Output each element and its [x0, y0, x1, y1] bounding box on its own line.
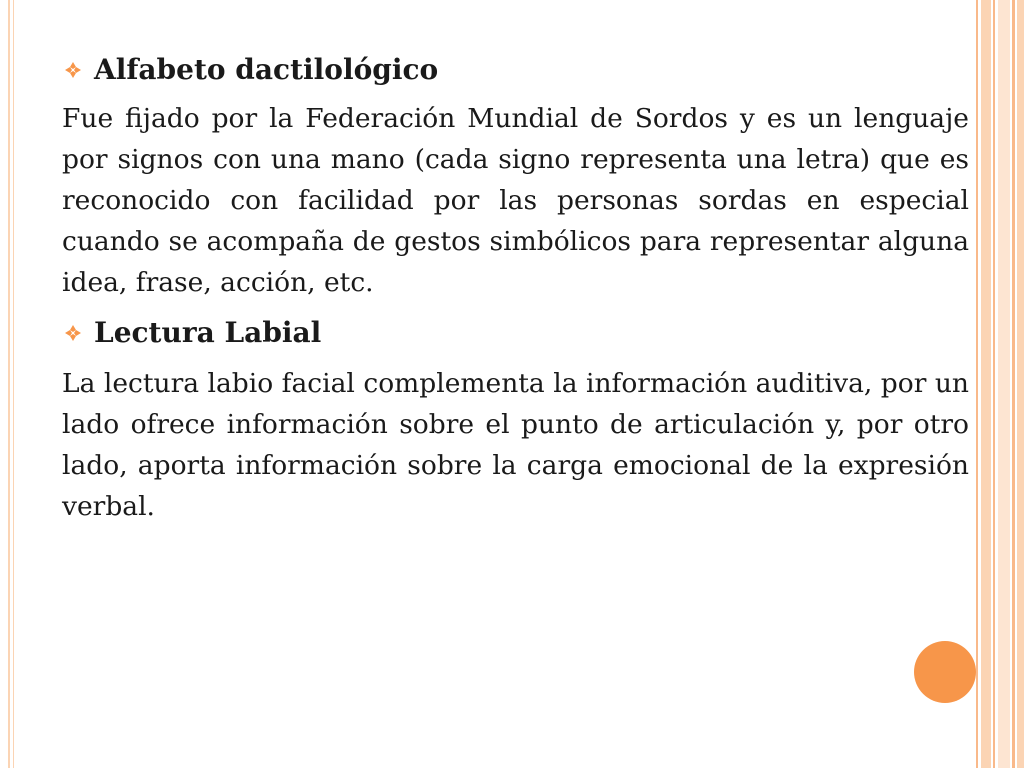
stripe [976, 0, 978, 768]
diamond-bullet-icon [64, 324, 82, 342]
stripe [993, 0, 995, 768]
stripe [998, 0, 1010, 768]
section-heading: Alfabeto dactilológico [94, 53, 439, 86]
section-paragraph: Fue fijado por la Federación Mundial de Sordos y es un lenguaje por signos con una mano (cada signo representa una letra) que es reconocido con facilidad por las personas sordas en especial cuando se acompaña de gestos simbólicos para representar alguna idea, frase, acción, etc. [62, 103, 969, 298]
section-heading-row [62, 313, 969, 353]
stripe [981, 0, 991, 768]
orange-circle-decoration [914, 641, 976, 703]
stripe [1017, 0, 1024, 768]
section-heading: Lectura Labial [94, 316, 322, 349]
section-heading-row [62, 50, 969, 90]
left-border-line-outer [8, 0, 10, 768]
slide-content [62, 50, 969, 537]
stripe [1012, 0, 1015, 768]
diamond-bullet-icon [64, 61, 82, 79]
right-decorative-stripes [976, 0, 1024, 768]
section-paragraph: La lectura labio facial complementa la información auditiva, por un lado ofrece información sobre el punto de articulación y, por otro lado, aporta información sobre la carga emocional de la expresión verbal. [62, 368, 969, 522]
left-border-line-inner [13, 0, 14, 768]
